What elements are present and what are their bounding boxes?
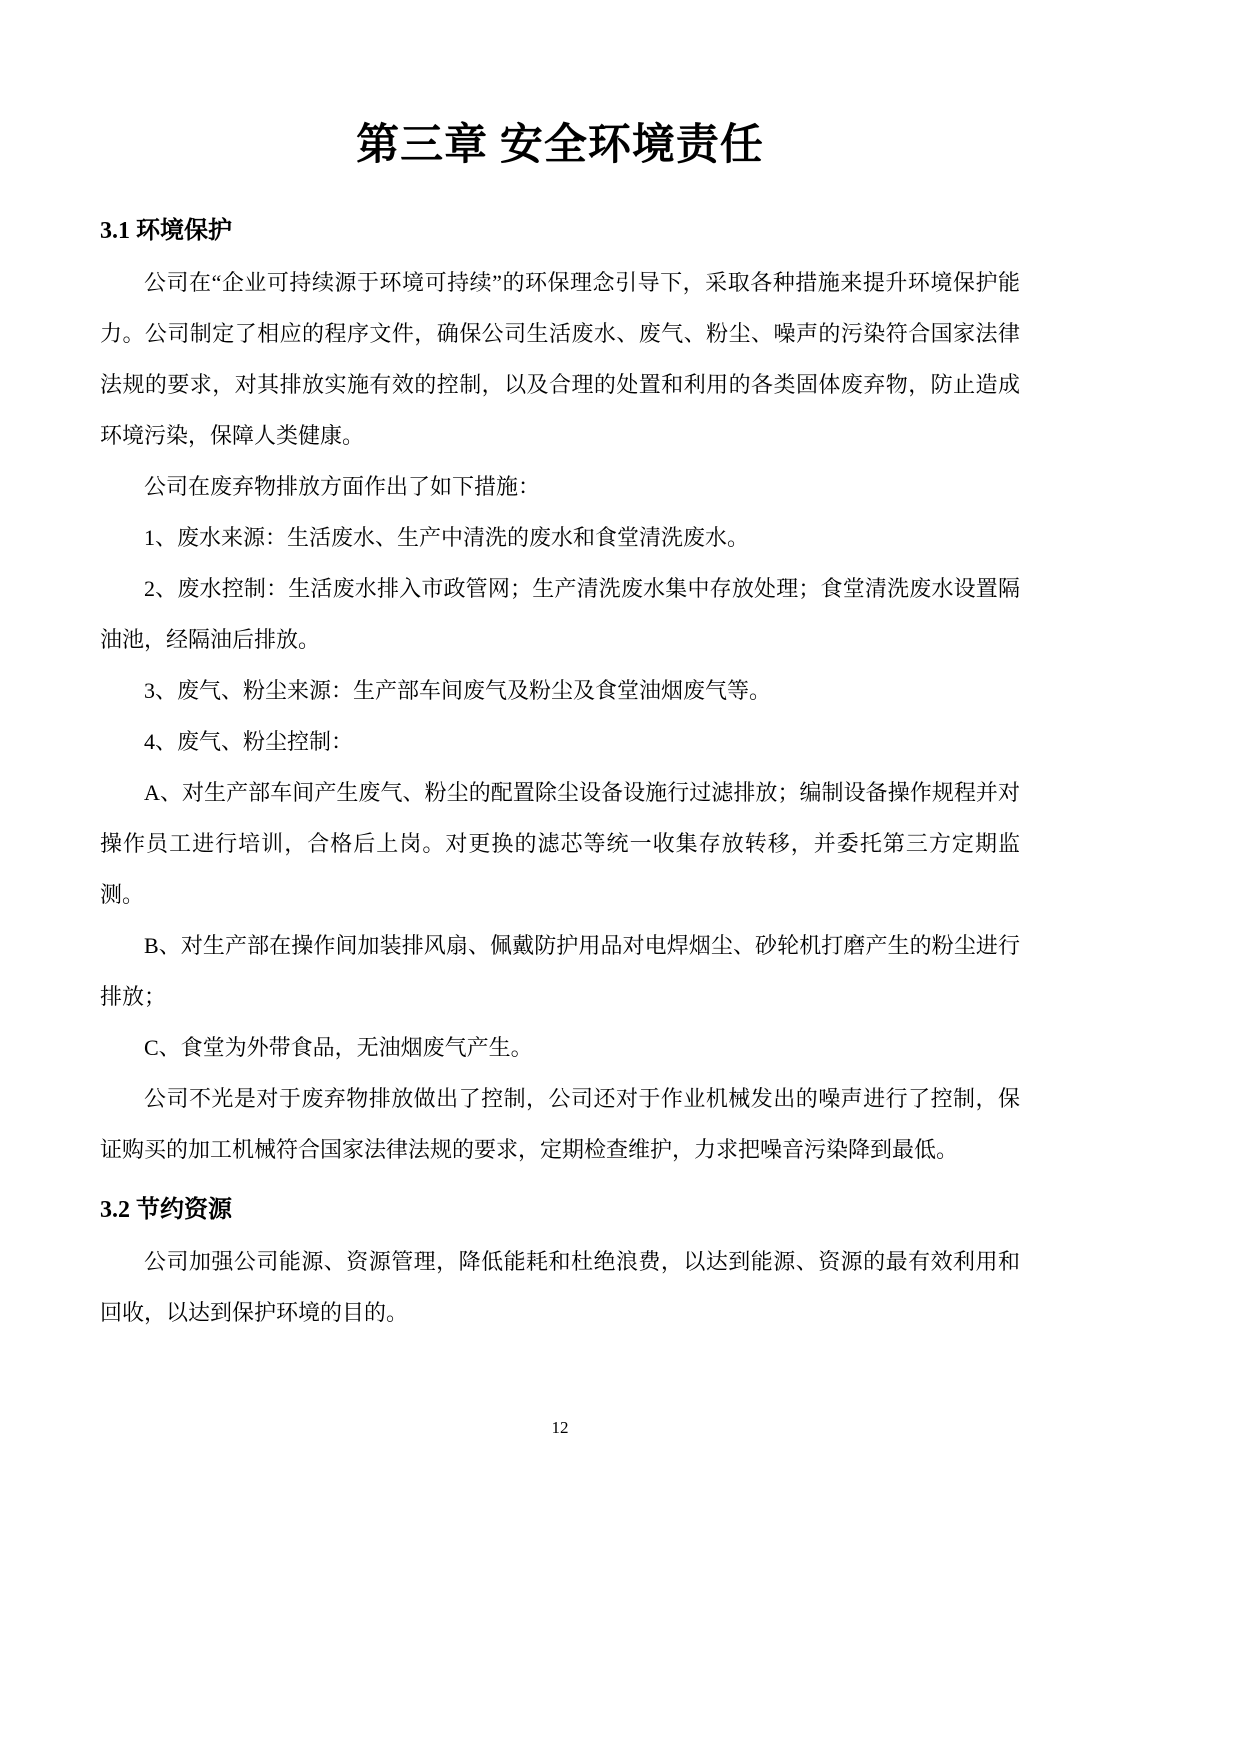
list-item-3: 3、废气、粉尘来源：生产部车间废气及粉尘及食堂油烟废气等。 xyxy=(144,677,772,703)
paragraph: 公司在“企业可持续源于环境可持续”的环保理念引导下，采取各种措施来提升环境保护能力。公司制定了相应的程序文件，确保公司生活废水、废气、粉尘、噪声的污染符合国家法律法规的要求，对其排放实施有效的控制，以及合理的处置和利用的各类固体废弃物，防止造成环境污染，保障人类健康。 xyxy=(100,269,1020,448)
page-number: 12 xyxy=(551,1418,569,1437)
list-item-c: C、食堂为外带食品，无油烟废气产生。 xyxy=(144,1034,533,1060)
list-item-1: 1、废水来源：生活废水、生产中清洗的废水和食堂清洗废水。 xyxy=(144,524,750,550)
paragraph: 公司不光是对于废弃物排放做出了控制，公司还对于作业机械发出的噪声进行了控制，保证购买的加工机械符合国家法律法规的要求，定期检查维护，力求把噪音污染降到最低。 xyxy=(100,1085,1020,1162)
paragraph: 公司加强公司能源、资源管理，降低能耗和杜绝浪费，以达到能源、资源的最有效利用和回收，以达到保护环境的目的。 xyxy=(100,1248,1020,1325)
list-item-a: A、对生产部车间产生废气、粉尘的配置除尘设备设施行过滤排放；编制设备操作规程并对操作员工进行培训，合格后上岗。对更换的滤芯等统一收集存放转移，并委托第三方定期监测。 xyxy=(100,779,1020,907)
section-heading-3-1: 3.1 环境保护 xyxy=(100,217,232,244)
list-item-b: B、对生产部在操作间加装排风扇、佩戴防护用品对电焊烟尘、砂轮机打磨产生的粉尘进行排放； xyxy=(100,932,1020,1009)
paragraph: 公司在废弃物排放方面作出了如下措施： xyxy=(144,473,541,499)
section-heading-3-2: 3.2 节约资源 xyxy=(100,1196,232,1223)
list-item-2: 2、废水控制：生活废水排入市政管网；生产清洗废水集中存放处理；食堂清洗废水设置隔油池，经隔油后排放。 xyxy=(100,575,1020,652)
list-item-4: 4、废气、粉尘控制： xyxy=(144,728,354,754)
chapter-title: 第三章 安全环境责任 xyxy=(356,122,764,169)
document-content xyxy=(100,0,1020,1338)
